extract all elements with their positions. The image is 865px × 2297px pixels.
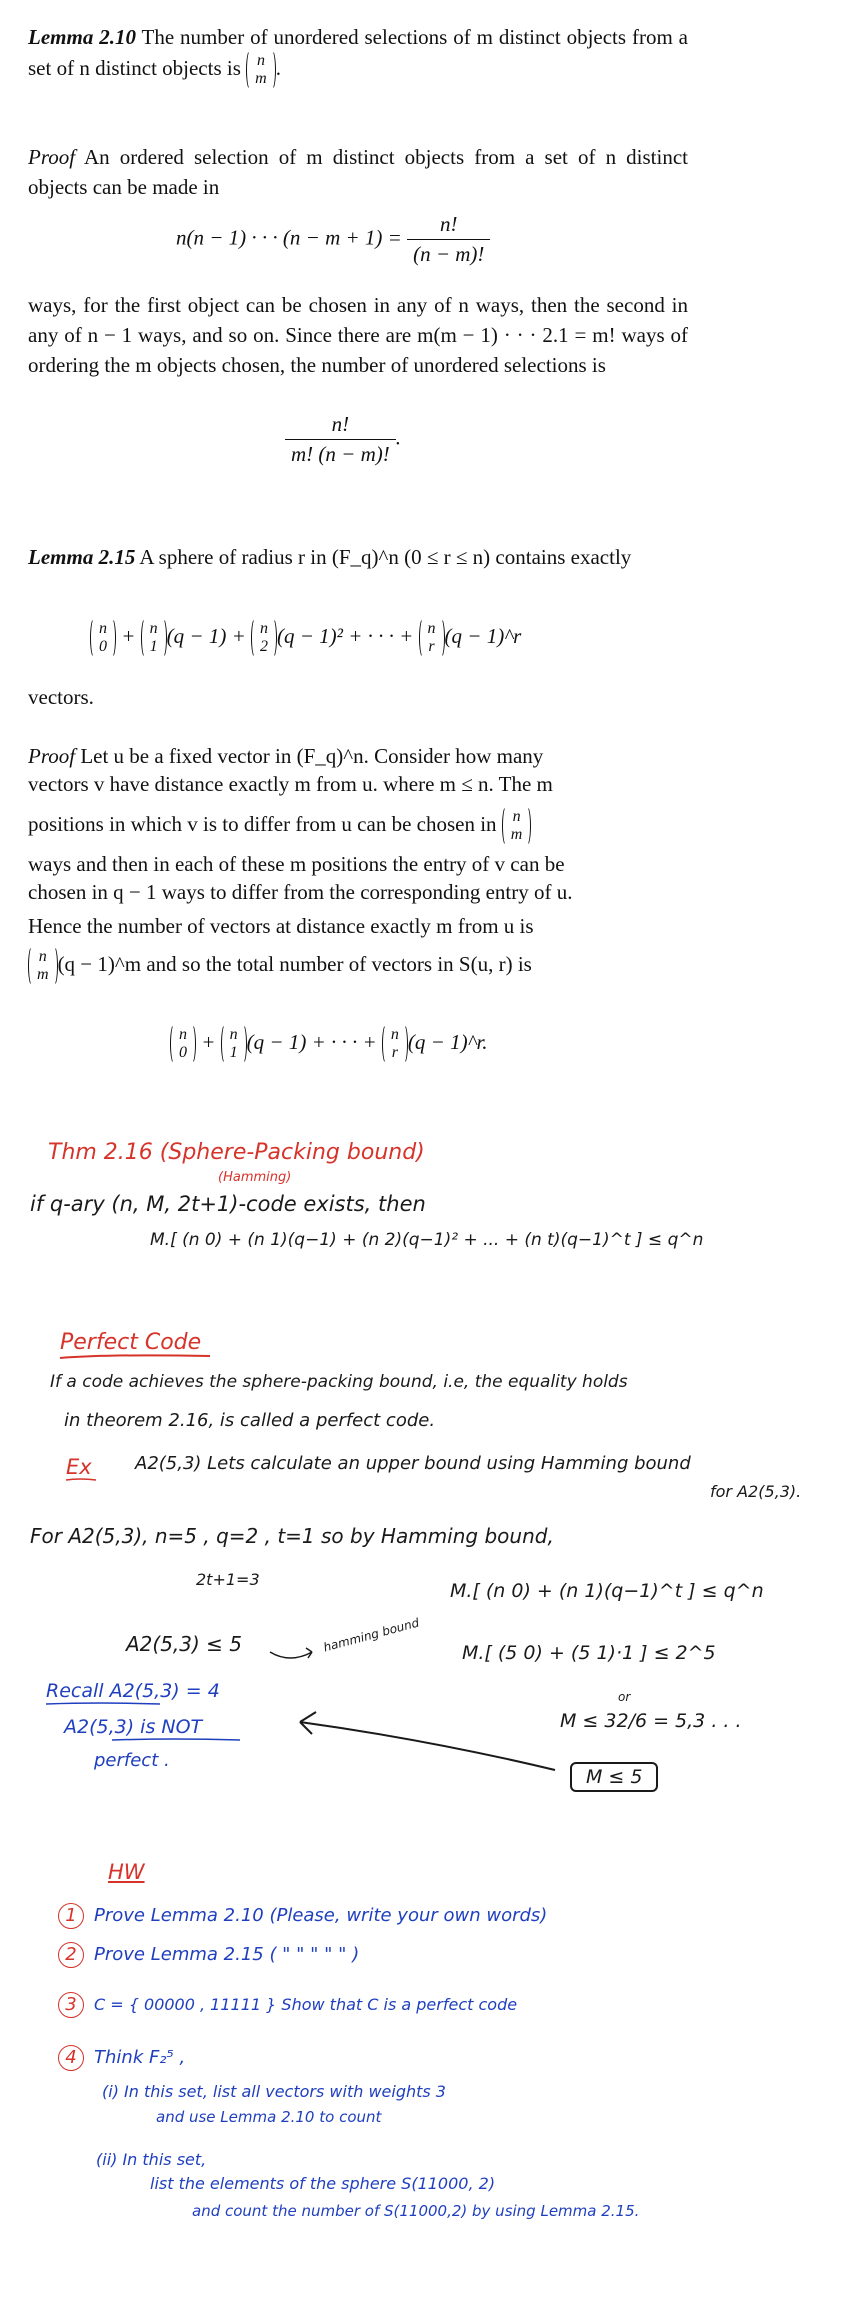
ex-line2: for A2(5,3). [710, 1482, 802, 1501]
recall-underline [46, 1703, 160, 1704]
ex-line: A2(5,3) Lets calculate an upper bound using Hamming bound [135, 1453, 691, 1474]
binom-bottom: m [510, 826, 523, 843]
proof-2-10-label: Proof [28, 145, 76, 169]
line7-text: (q − 1)^m and so the total number of vectors in S(u, r) is [57, 951, 532, 976]
hw-num-3: 3 [58, 1992, 84, 2018]
perfect-code-title: Perfect Code [60, 1330, 202, 1355]
recall-line3: perfect . [94, 1750, 170, 1771]
t-line: 2t+1=3 [196, 1570, 260, 1589]
lemma-2-15-label: Lemma 2.15 [28, 545, 136, 569]
binom-top: n [38, 948, 47, 965]
binom-bottom: 0 [99, 638, 107, 655]
binom-top: n [149, 620, 158, 637]
ex-label: Ex [66, 1455, 92, 1479]
binom-bottom: r [428, 638, 435, 655]
thm-2-16-line: if q-ary (n, M, 2t+1)-code exists, then [30, 1192, 426, 1216]
lemma-2-15-text: A sphere of radius r in (F_q)^n (0 ≤ r ≤ n) contains exactly [139, 545, 632, 569]
line3-text: positions in which v is to differ from u can be chosen in [28, 811, 497, 836]
final-num: n! [331, 412, 350, 436]
perfect-line2: in theorem 2.16, is called a perfect code. [64, 1410, 436, 1431]
m-le: M ≤ 32/6 = 5,3 . . . [560, 1710, 742, 1732]
hw4-ii-line3: and count the number of S(11000,2) by using Lemma 2.15. [192, 2202, 640, 2220]
ex-underline [66, 1479, 96, 1480]
binom-top: n [512, 808, 521, 825]
binom-top: n [179, 1026, 187, 1043]
binom-top: n [229, 1026, 238, 1043]
bound-left: A2(5,3) ≤ 5 [126, 1632, 243, 1656]
hw-num-2: 2 [58, 1942, 84, 1968]
proof-2-15-line6: Hence the number of vectors at distance exactly m from u is [28, 914, 534, 938]
binom-top: n [260, 620, 268, 637]
hw-text-1: Prove Lemma 2.10 (Please, write your own words) [94, 1905, 548, 1926]
proof-2-15-line4: ways and then in each of these m positions the entry of v can be [28, 852, 565, 876]
binom-top: n [256, 52, 265, 69]
term-2: (q − 1)² + · · · + [277, 623, 414, 648]
binom-bottom: m [37, 966, 49, 983]
hw-title: HW [108, 1860, 145, 1884]
hw4-ii-line1: (ii) In this set, [96, 2150, 207, 2169]
binom-bottom: r [391, 1044, 399, 1061]
not-underline [112, 1739, 240, 1740]
for-line: For A2(5,3), n=5 , q=2 , t=1 so by Hamming bound, [30, 1524, 554, 1548]
eq-den: (n − m)! [407, 239, 490, 267]
binom-top: n [390, 1026, 399, 1043]
perfect-line1: If a code achieves the sphere-packing bound, i.e, the equality holds [50, 1372, 628, 1392]
proof-2-10-text1: An ordered selection of m distinct objects from a set of n distinct objects can be made in [28, 145, 688, 199]
proof-2-15-line2: vectors v have distance exactly m from u. where m ≤ n. The m [28, 772, 553, 796]
hw-text-2: Prove Lemma 2.15 ( " " " " " ) [94, 1944, 360, 1965]
hw4-i-line1: (i) In this set, list all vectors with weights 3 [102, 2082, 446, 2101]
binom-bottom: 1 [229, 1044, 238, 1061]
binom-bottom: 2 [260, 638, 268, 655]
proof-2-15-label: Proof [28, 744, 76, 768]
hamming-formula-2: M.[ (5 0) + (5 1)·1 ] ≤ 2^5 [462, 1642, 716, 1664]
binom-bottom: 0 [179, 1044, 187, 1061]
lemma-2-10-text: The number of unordered selections of m distinct objects from a set of n distinct objects is [28, 25, 688, 80]
hamming-label: hamming bound [321, 1615, 421, 1655]
eq-num: n! [439, 212, 458, 236]
hw-text-4: Think F₂⁵ , [94, 2047, 186, 2068]
final-den: m! (n − m)! [285, 439, 396, 467]
or-label: or [618, 1690, 631, 1704]
hw-num-1: 1 [58, 1903, 84, 1929]
term: (q − 1) + · · · + [246, 1029, 377, 1054]
term-last: (q − 1)^r. [407, 1029, 488, 1054]
thm-2-16-sub: (Hamming) [218, 1170, 292, 1185]
thm-2-16-title: Thm 2.16 (Sphere-Packing bound) [48, 1140, 425, 1165]
binom-top: n [99, 620, 107, 637]
vectors-word: vectors. [28, 685, 94, 709]
proof-2-10-body: ways, for the first object can be chosen in any of n ways, then the second in any of n − 1 ways, and so on. Since there are m(m − 1) · · · 2.1 = m! ways of ordering the m objects chosen, the number of unordered selections is [28, 293, 688, 377]
m-box: M ≤ 5 [570, 1762, 658, 1792]
plus: + [201, 1029, 216, 1054]
lemma-2-10-label: Lemma 2.10 [28, 25, 136, 49]
binom-bottom: m [255, 70, 267, 87]
hw4-ii-line2: list the elements of the sphere S(11000, 2) [150, 2174, 496, 2193]
final-end: . [395, 425, 401, 450]
term-1: (q − 1) + [166, 623, 246, 648]
recall-line1: Recall A2(5,3) = 4 [46, 1680, 220, 1702]
thm-2-16-formula: M.[ (n 0) + (n 1)(q−1) + (n 2)(q−1)² + ... + (n t)(q−1)^t ] ≤ q^n [150, 1230, 704, 1250]
lemma-2-10-end: . [275, 55, 281, 80]
arrow-line [300, 1722, 555, 1770]
perfect-underline [60, 1355, 210, 1358]
eq-lhs: n(n − 1) · · · (n − m + 1) = [176, 225, 402, 250]
hw-text-3: C = { 00000 , 11111 } Show that C is a perfect code [94, 1995, 518, 2014]
hw-num-4: 4 [58, 2045, 84, 2071]
binom-bottom: 1 [149, 638, 158, 655]
recall-line2: A2(5,3) is NOT [64, 1716, 203, 1738]
term-3: (q − 1)^r [444, 623, 522, 648]
hw4-i-line2: and use Lemma 2.10 to count [156, 2108, 382, 2126]
plus: + [121, 623, 136, 648]
line1-text: Let u be a fixed vector in (F_q)^n. Consider how many [80, 744, 544, 768]
hamming-formula-1: M.[ (n 0) + (n 1)(q−1)^t ] ≤ q^n [450, 1580, 764, 1602]
hamming-arrow-icon [270, 1652, 312, 1658]
proof-2-15-line5: chosen in q − 1 ways to differ from the corresponding entry of u. [28, 880, 573, 904]
binom-top: n [427, 620, 436, 637]
